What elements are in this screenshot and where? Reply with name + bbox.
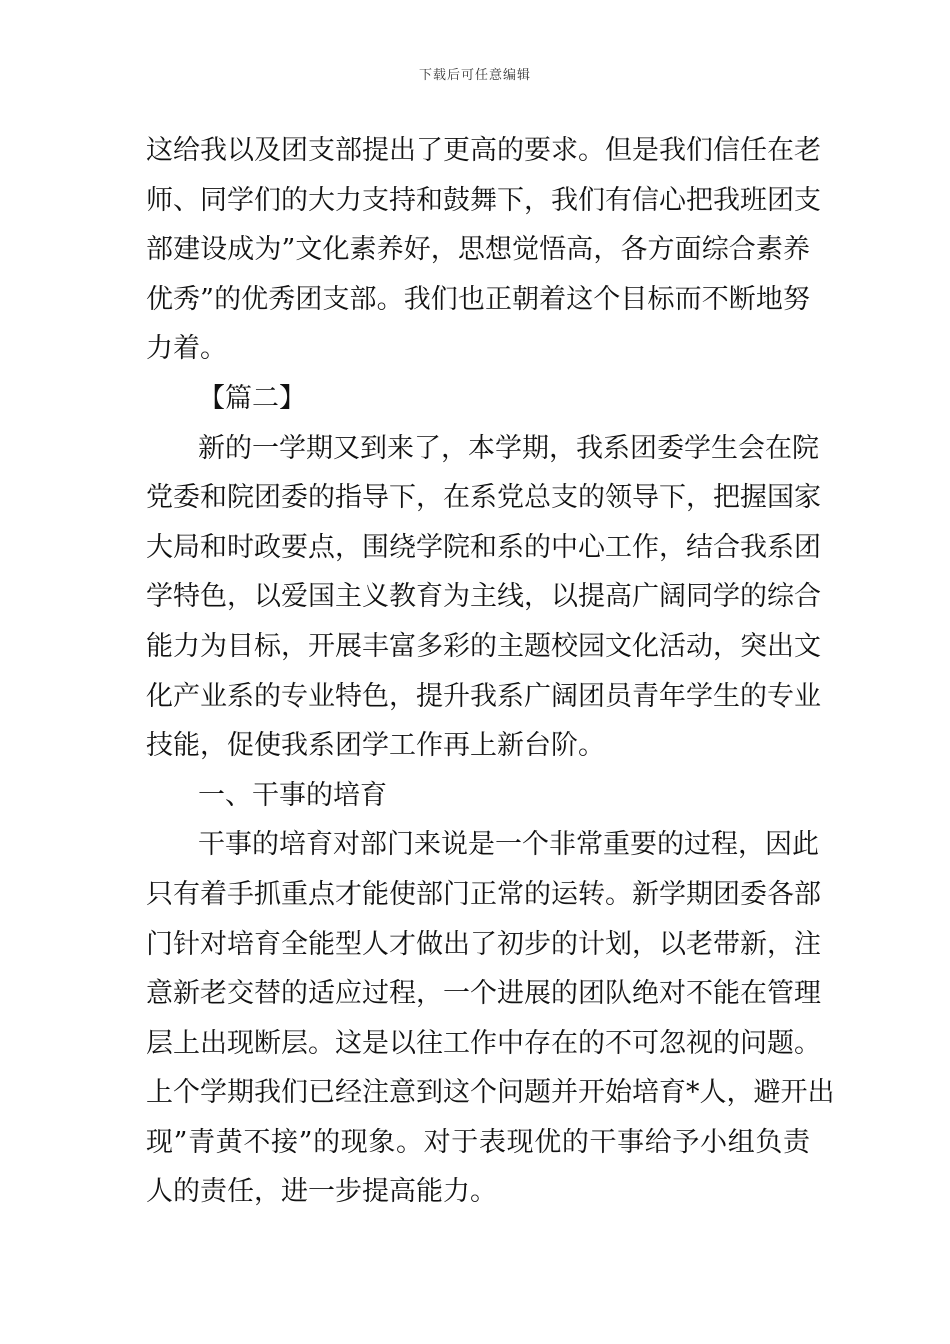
paragraph-line: 党委和院团委的指导下，在系党总支的领导下，把握国家 <box>146 482 821 514</box>
paragraph-line: 门针对培育全能型人才做出了初步的计划，以老带新，注 <box>146 928 821 960</box>
paragraph-line: 人的责任，进一步提高能力。 <box>146 1176 497 1208</box>
section-heading: 【篇二】 <box>198 382 306 414</box>
paragraph-line: 意新老交替的适应过程，一个进展的团队绝对不能在管理 <box>146 978 821 1010</box>
paragraph-line: 层上出现断层。这是以往工作中存在的不可忽视的问题。 <box>146 1027 821 1059</box>
paragraph-line: 新的一学期又到来了，本学期，我系团委学生会在院 <box>198 432 819 464</box>
paragraph-line: 只有着手抓重点才能使部门正常的运转。新学期团委各部 <box>146 878 821 910</box>
paragraph-line: 能力为目标，开展丰富多彩的主题校园文化活动，突出文 <box>146 630 821 662</box>
paragraph-line: 师、同学们的大力支持和鼓舞下，我们有信心把我班团支 <box>146 184 821 216</box>
paragraph-line: 技能，促使我系团学工作再上新台阶。 <box>146 730 605 762</box>
paragraph-line: 现”青黄不接”的现象。对于表现优的干事给予小组负责 <box>146 1126 810 1158</box>
paragraph-line: 力着。 <box>146 333 227 365</box>
paragraph-line: 干事的培育对部门来说是一个非常重要的过程，因此 <box>198 829 819 861</box>
page-header: 下载后可任意编辑 <box>418 68 531 83</box>
paragraph-line: 优秀”的优秀团支部。我们也正朝着这个目标而不断地努 <box>146 283 810 315</box>
subsection-heading: 一、干事的培育 <box>198 779 387 811</box>
document-body <box>146 126 835 1217</box>
paragraph-line: 学特色，以爱国主义教育为主线，以提高广阔同学的综合 <box>146 581 821 613</box>
paragraph-line: 上个学期我们已经注意到这个问题并开始培育*人，避开出 <box>146 1077 835 1109</box>
paragraph-line: 化产业系的专业特色，提升我系广阔团员青年学生的专业 <box>146 680 821 712</box>
paragraph-line: 大局和时政要点，围绕学院和系的中心工作，结合我系团 <box>146 531 821 563</box>
paragraph-line: 部建设成为”文化素养好，思想觉悟高，各方面综合素养 <box>146 234 810 266</box>
paragraph-line: 这给我以及团支部提出了更高的要求。但是我们信任在老 <box>146 135 821 166</box>
